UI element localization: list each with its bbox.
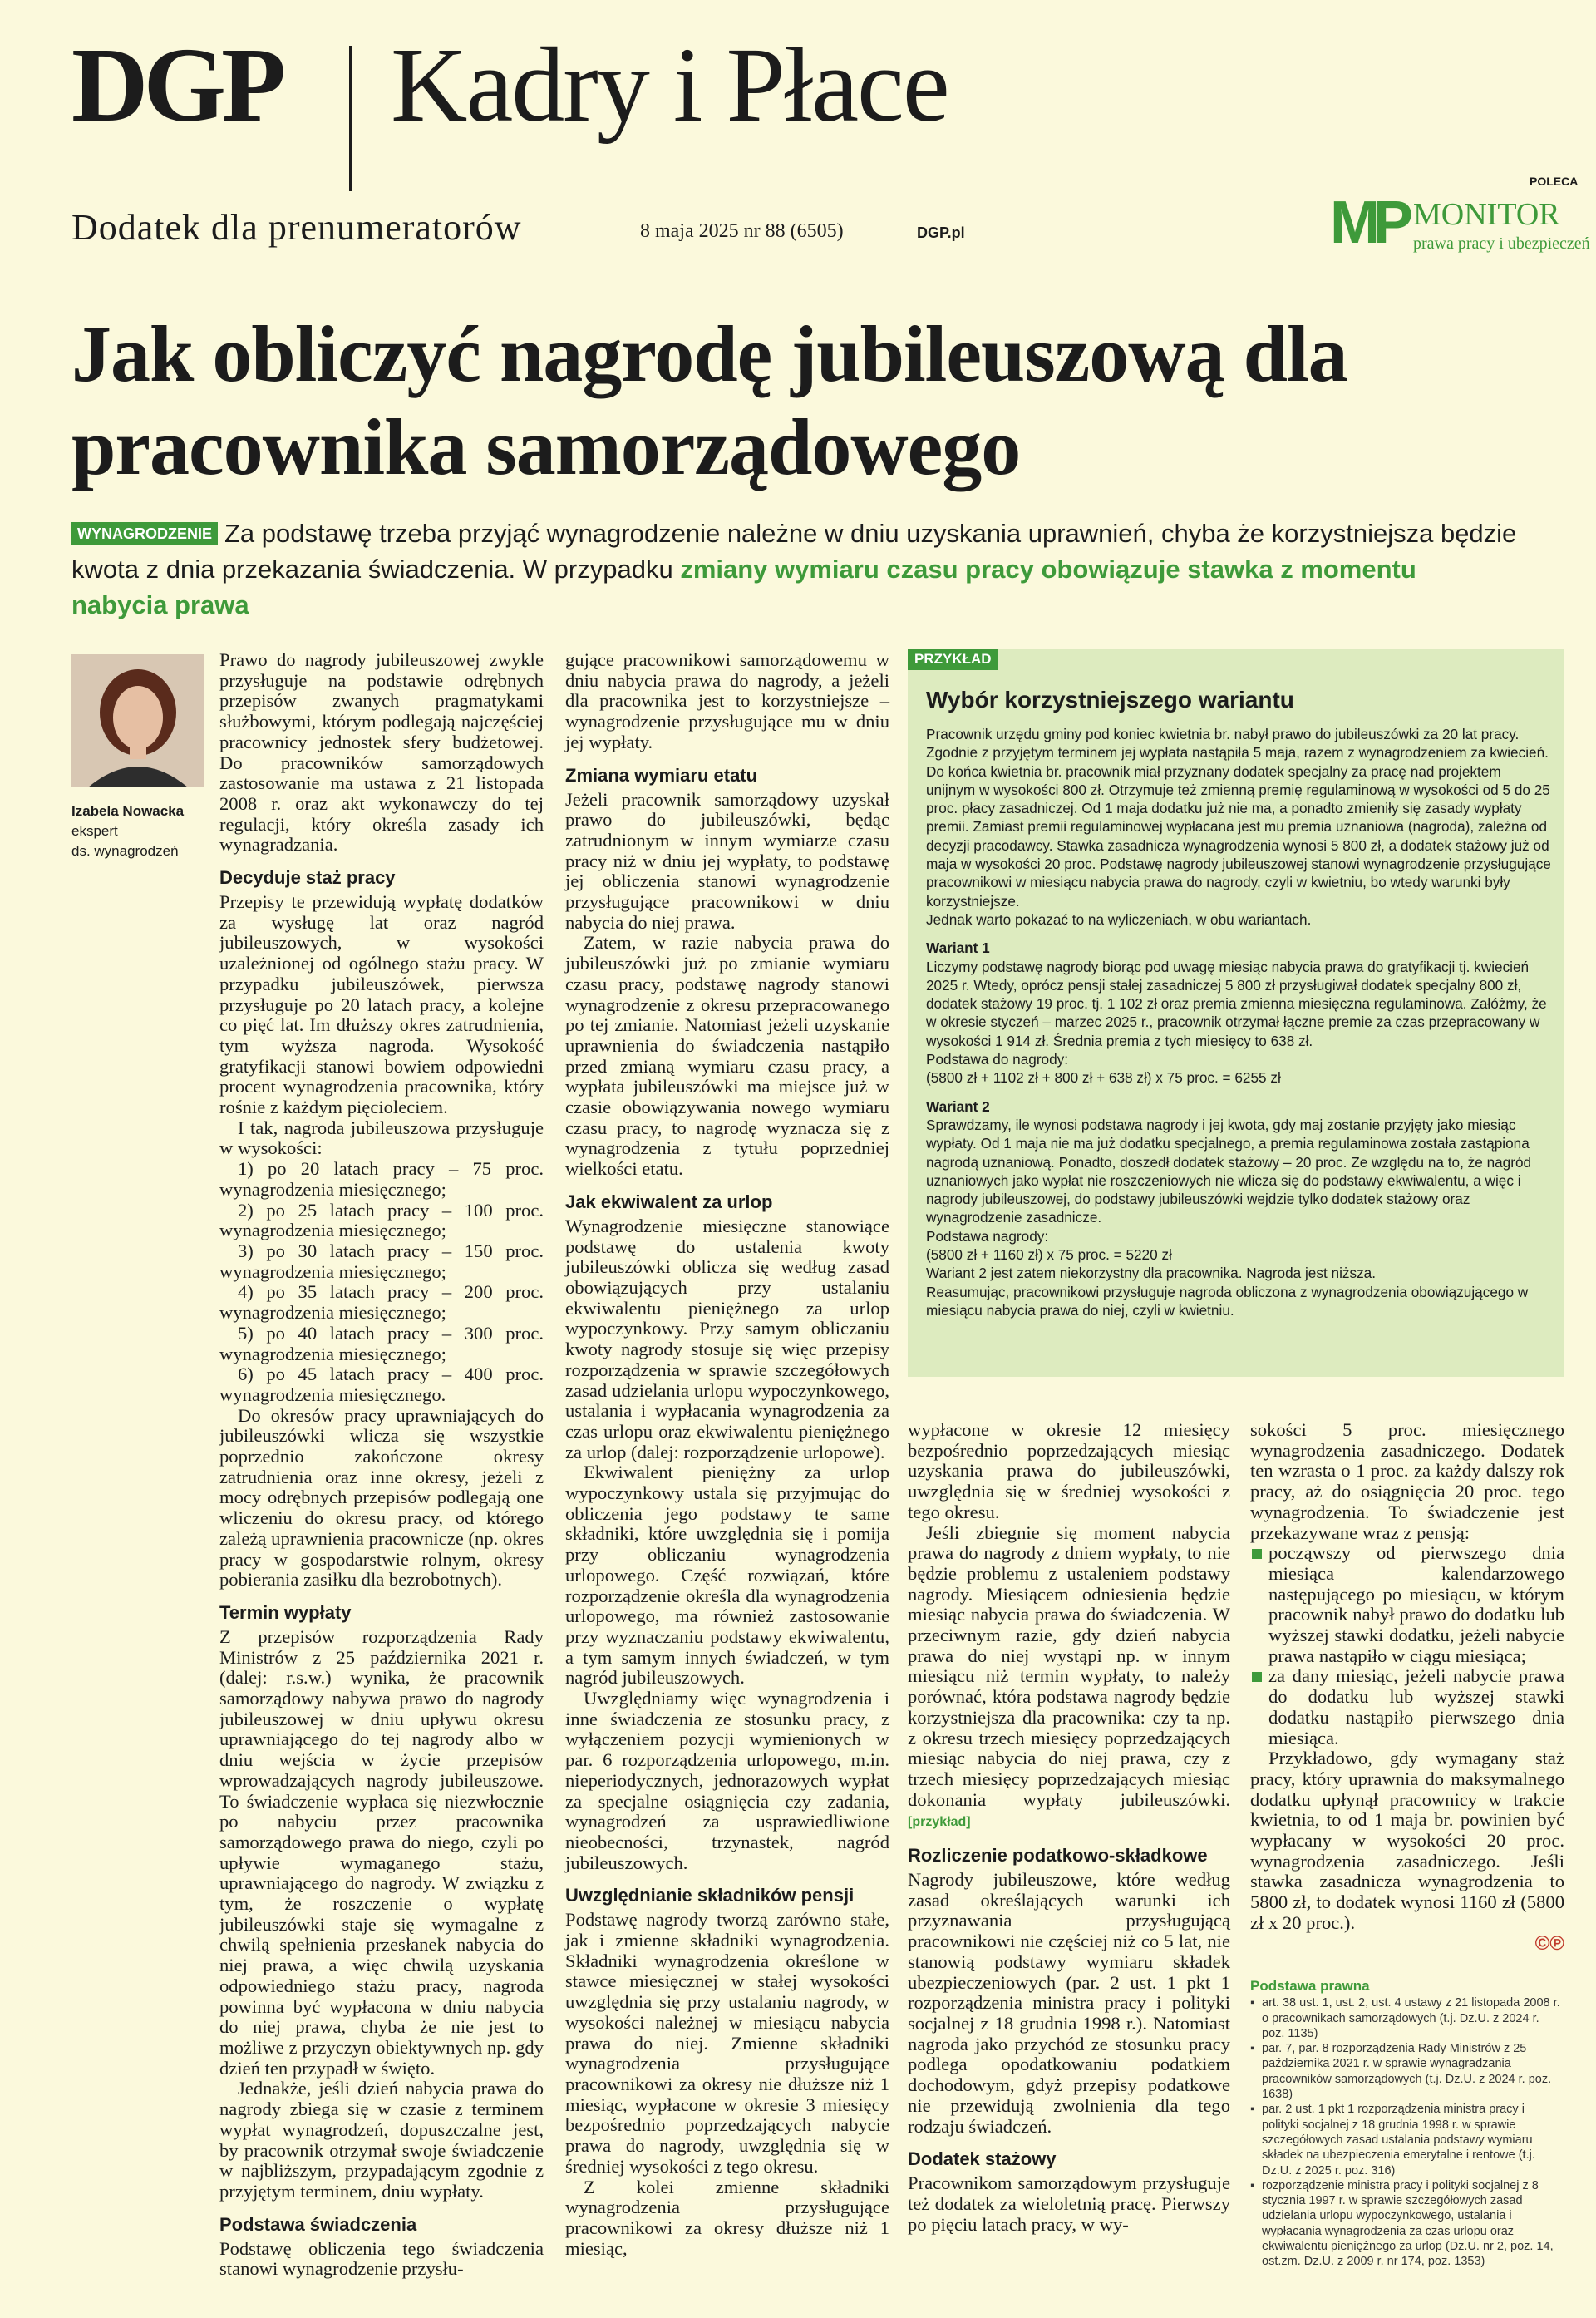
paragraph: Zatem, w razie nabycia prawa do jubileuszówki już po zmianie wymiaru czasu pracy, podstawę nagrody stanowi wynagrodzenie z okresu przepracowanego po tej zmianie. Natomiast jeżeli uzyskanie uprawnienia do świadczenia nastąpiło przed zmianą wymiaru czasu pracy, a wypłata jubileuszówki ma miejsce już w czasie obowiązywania nowego wymiaru czasu pracy, to nagrodę wyznacza się z wynagrodzenia z tytułu poprzedniej wielkości etatu.: [565, 932, 889, 1180]
paragraph: Jeżeli pracownik samorządowy uzyskał prawo do jubileuszówki, będąc zatrudnionym w innym wymiarze czasu pracy niż w dniu jej wypłaty, to podstawę jej obliczenia stanowi wynagrodzenie przysługujące pracownikowi w dniu nabycia do niej prawa.: [565, 788, 889, 933]
category-tag: WYNAGRODZENIE: [71, 522, 218, 545]
example-text: Liczymy podstawę nagrody biorąc pod uwagę miesiąc nabycia prawa do gratyfikacji tj. kwiecień 2025 r. Wtedy, oprócz pensji stałej zasadniczej 5 800 zł przysługiwał dodatek specjalny 800 zł, dodatek stażowy 19 proc. tj. 1 102 zł oraz premia zmienna miesięczna regulaminowa. Załóżmy, że w okresie styczeń – marzec 2025 r., pracownik otrzymał łączne premie za czas przepracowany w wysokości 1 914 zł. Średnia premia z tych miesięcy to 638 zł.: [926, 958, 1547, 1049]
variant-heading: Wariant 2: [926, 1097, 990, 1115]
example-text: Podstawa nagrody:: [926, 1227, 1049, 1245]
author-role: ds. wynagrodzeń: [71, 843, 179, 859]
subheading: Jak ekwiwalent za urlop: [565, 1191, 773, 1212]
subheading: Rozliczenie podatkowo-składkowe: [908, 1845, 1208, 1867]
legal-item: ▪ par. 7, par. 8 rozporządzenia Rady Ministrów z 25 października 2021 r. w sprawie wynagradzania pracowników samorządowych (t.j. Dz.U. z 2024 r. poz. 1638): [1250, 2041, 1564, 2102]
monitor-logo-icon: MP: [1330, 190, 1406, 256]
paragraph: Pracownikom samorządowym przysługuje też dodatek za wieloletnią pracę. Pierwszy po pięciu latach pracy, w wy-: [908, 2173, 1230, 2235]
list-item: 1) po 20 latach pracy – 75 proc. wynagrodzenia miesięcznego;: [219, 1158, 544, 1200]
list-item: 2) po 25 latach pracy – 100 proc. wynagrodzenia miesięcznego;: [219, 1199, 544, 1241]
paragraph: [908, 1523, 1230, 1834]
example-calc: (5800 zł + 1102 zł + 800 zł + 638 zł) x 75 proc. = 6255 zł: [926, 1069, 1281, 1087]
paragraph-text: Jeśli zbiegnie się moment nabycia prawa do nagrody z dniem wypłaty, to nie będzie problemu z ustaleniem podstawy nagrody. Miesiącem odniesienia będzie miesiąc nabycia prawa do świadczenia. W przeciwnym razie, gdy dzień nabycia prawa do niej wystąpi np. w innym miesiącu niż termin wypłaty, to należy porównać, która podstawa nagrody będzie korzystniejsza dla pracownika: czy ta np. z okresu trzech miesięcy poprzedzających miesiąc nabycia do niej prawa, czy z trzech miesięcy poprzedzających miesiąc dokonania wypłaty jubileuszówki.: [908, 1521, 1230, 1810]
paragraph: Ekwiwalent pieniężny za urlop wypoczynkowy ustala się przyjmując do obliczenia jego podstawy te same składniki, które uwzględnia się i pomija przy obliczaniu wynagrodzenia urlopowego. Część rozwiązań, które rozporządzenie określa dla wynagrodzenia urlopowego, ma również zastosowanie przy wyznaczaniu podstawy ekwiwalentu, a tym samym innych świadczeń, w tym nagród jubileuszowych.: [565, 1462, 889, 1689]
legal-basis-title: Podstawa prawna: [1250, 1978, 1370, 1994]
paragraph: Jednakże, jeśli dzień nabycia prawa do nagrody zbiega się w czasie z terminem wypłat wynagrodzeń, dopuszczalne jest, by pracownik otrzymał swoje świadczenie w najbliższym, przypadającym zgodnie z przyjętym terminem, dniu wypłaty.: [219, 2078, 544, 2202]
article-lead: [71, 515, 1518, 623]
column-1: [219, 650, 544, 2280]
subheading: Podstawa świadczenia: [219, 2213, 417, 2235]
example-text: Podstawa do nagrody:: [926, 1051, 1069, 1068]
list-item: 5) po 40 latach pracy – 300 proc. wynagrodzenia miesięcznego;: [219, 1322, 544, 1364]
example-summary: Reasumując, pracownikowi przysługuje nagroda obliczona z wynagrodzenia obowiązującego w miesiącu nabycia prawa do niej, czyli w kwietniu.: [926, 1283, 1529, 1319]
paragraph: Wynagrodzenie miesięczne stanowiące podstawę do ustalenia kwoty jubileuszówki oblicza się według zasad obowiązujących przy ustalaniu ekwiwalentu pieniężnego za urlop wypoczynkowy. Przy samym obliczaniu kwoty nagrody stosuje się więc przepisy rozporządzenia w sprawie szczegółowych zasad udzielania urlopu wypoczynkowego, ustalania i wypłacania wynagrodzenia za czas urlopu oraz ekwiwalentu pieniężnego za urlop (dalej: rozporządzenie urlopowe).: [565, 1215, 889, 1462]
paragraph: wypłacone w okresie 12 miesięcy bezpośrednio poprzedzających miesiąc uzyskania prawa do jubileuszówki, uwzględnia się w średniej wysokości z tego okresu.: [908, 1419, 1230, 1522]
list-item: 6) po 45 latach pracy – 400 proc. wynagrodzenia miesięcznego.: [219, 1364, 544, 1405]
bullet-item: począwszy od pierwszego dnia miesiąca kalendarzowego następującego po miesiącu, w którym pracownik nabył prawo do dodatku lub wyższej stawki dodatku, jeżeli nabycie prawa nastąpiło w ciągu miesiąca;: [1250, 1543, 1564, 1666]
list-item: 3) po 30 latach pracy – 150 proc. wynagrodzenia miesięcznego;: [219, 1240, 544, 1282]
paragraph: Prawo do nagrody jubileuszowej zwykle przysługuje na podstawie odrębnych przepisów zwanych pragmatykami służbowymi, którym podlegają najczęściej pracownicy jednostek sfery budżetowej. Do pracowników samorządowych zastosowanie ma ustawa z 21 listopada 2008 r. oraz akt wykonawczy do tej regulacji, który określa zasady ich wynagradzania.: [219, 649, 544, 856]
paragraph: Z przepisów rozporządzenia Rady Ministrów z 25 października 2021 r. (dalej: r.s.w.) wynika, że pracownik samorządowy nabywa prawo do nagrody jubileuszowej w dniu upływu okresu uprawniającego do tej nagrody albo w dniu wejścia w życie przepisów wprowadzających nagrody jubileuszowe. To świadczenie wypłaca się niezwłocznie po nabyciu przez pracownika samorządowego prawa do niego, czyli po upływie wymaganego stażu, uprawniającego do nagrody. W związku z tym, że roszczenie o wypłatę jubileuszówki staje się wymagalne z chwilą spełnienia przesłanek nabycia do niej prawa, a więc chwilą uzyskania odpowiedniego stażu pracy, nagroda powinna być wypłacona w dniu nabycia do niej prawa, chyba że nie jest to możliwe z przyczyn obiektywnych np. gdy dzień ten przypadł w święto.: [219, 1625, 544, 2079]
article-title: Jak obliczyć nagrodę jubileuszową dla pracownika samorządowego: [71, 309, 1347, 491]
subheading: Zmiana wymiaru etatu: [565, 764, 758, 786]
author-role: ekspert: [71, 823, 118, 839]
masthead-divider: [349, 46, 352, 191]
recommends-label: POLECA: [1530, 175, 1579, 188]
example-box: [908, 649, 1564, 1377]
subheading: Uwzględnianie składników pensji: [565, 1885, 855, 1906]
dgp-logo: DGP: [71, 26, 282, 144]
column-2: [565, 650, 889, 2259]
subheading: Dodatek stażowy: [908, 2148, 1057, 2170]
paragraph: Podstawę obliczenia tego świadczenia stanowi wynagrodzenie przysłu-: [219, 2237, 544, 2280]
example-body: [926, 725, 1551, 1319]
monitor-name: MONITOR: [1413, 197, 1560, 232]
issue-date: 8 maja 2025 nr 88 (6505): [640, 220, 844, 242]
example-text: Jednak warto pokazać to na wyliczeniach, w obu wariantach.: [926, 910, 1312, 928]
legal-item: ▪ par. 2 ust. 1 pkt 1 rozporządzenia ministra pracy i polityki socjalnej z 18 grudnia 1998 r. w sprawie szczegółowych zasad ustalania podstawy wymiaru składek na ubezpieczenia emerytalne i rentowe (t.j. Dz.U. z 2025 r. poz. 316): [1250, 2102, 1564, 2177]
paragraph: Z kolei zmienne składniki wynagrodzenia przysługujące pracownikowi za okresy dłuższe niż 1 miesiąc,: [565, 2176, 889, 2259]
example-text: Wariant 2 jest zatem niekorzystny dla pracownika. Nagroda jest niższa.: [926, 1265, 1377, 1282]
paragraph: Przykładowo, gdy wymagany staż pracy, który uprawnia do maksymalnego dodatku upłynął pracownicy w trakcie kwietnia, to od 1 maja br. powinien być wypłacany w wysokości 20 proc. wynagrodzenia zasadniczego. Jeśli stawka zasadnicza wynagrodzenia to 5800 zł, to dodatek wynosi 1160 zł (5800 zł x 20 proc.).: [1250, 1748, 1564, 1933]
example-calc: (5800 zł + 1160 zł) x 75 proc. = 5220 zł: [926, 1246, 1172, 1264]
paragraph: I tak, nagroda jubileuszowa przysługuje w wysokości:: [219, 1117, 544, 1159]
example-tag: PRZYKŁAD: [908, 649, 998, 670]
example-reference-link[interactable]: [przykład]: [908, 1815, 971, 1830]
paragraph: Uwzględniamy więc wynagrodzenia i inne świadczenia ze stosunku pracy, z wyłączeniem pozycji wymienionych w par. 6 rozporządzenia urlopowego, m.in. nieperiodycznych, jednorazowych wypłat za specjalne osiągnięcia czy zadania, wynagrodzeń za usprawiedliwione nieobecności, trzynastek, nagród jubileuszowych.: [565, 1688, 889, 1873]
paragraph: Do okresów pracy uprawniających do jubileuszówki wlicza się wszystkie poprzednio zakończone okresy zatrudnienia oraz inne okresy, jeżeli z mocy odrębnych przepisów podlegają one wliczeniu do okresu pracy, od którego zależą uprawnienia pracownicze (np. okres pracy w gospodarstwie rolnym, okresy pobierania zasiłku dla bezrobotnych).: [219, 1404, 544, 1591]
lead-text: Za podstawę trzeba przyjąć wynagrodzenie należne w dniu uzyskania uprawnień, chyba że korzystniejsza będzie kwota z dnia przekazania świadczenia. W przypadku: [71, 519, 1517, 584]
example-text: Pracownik urzędu gminy pod koniec kwietnia br. nabył prawo do jubileuszówki za 20 lat pracy. Zgodnie z przyjętym terminem jej wypłata nastąpiła 5 maja, razem z wynagrodzeniem za kwiecień. Do końca kwietnia br. pracownik miał przyznany dodatek specjalny za pracę nad projektem unijnym w wysokości 800 zł. Otrzymuje też zmienną premię regulaminową w wysokości od 5 do 25 proc. płacy zasadniczej. Od 1 maja dodatku już nie ma, a ponadto zmieniły się zasady wypłaty premii. Zamiast premii regulaminowej wypłacana jest mu premia uznaniowa (nagroda), zależna od decyzji pracodawcy. Stawka zasadnicza wynagrodzenia wynosi 5 800 zł, a dodatek stażowy już od maja w wysokości 20 proc. Podstawę nagrody jubileuszowej stanowi wynagrodzenie przysługujące pracownikowi w miesiącu nabycia prawa do nagrody, czyli w kwietniu, bo wtedy warunki były korzystniejsze.: [926, 726, 1551, 910]
author-photo: [71, 654, 204, 787]
legal-item: ▪ art. 38 ust. 1, ust. 2, ust. 4 ustawy z 21 listopada 2008 r. o pracownikach samorządowych (t.j. Dz.U. z 2024 r. poz. 1135): [1250, 1995, 1564, 2041]
example-text: Sprawdzamy, ile wynosi podstawa nagrody i jej kwota, gdy maj zostanie przyjęty jako miesiąc wypłaty. Od 1 maja nie ma już dodatku specjalnego, a premia regulaminowa została zastąpiona nagrodą uznaniową. Ponadto, doszedł dodatek stażowy – 20 proc. Ze względu na to, że nagród uznaniowych jako wypłat nie roszczeniowych nie wlicza się do podstawy ekwiwalentu, a więc i nagrody jubileuszowej, do podstawy jubileuszówki wejdzie tylko dodatek stażowy oraz wynagrodzenie zasadnicze.: [926, 1116, 1532, 1226]
legal-item: ▪ rozporządzenie ministra pracy i polityki socjalnej z 8 stycznia 1997 r. w sprawie szczegółowych zasad udzielania urlopu wypoczynkowego, ustalania i wypłacania wynagrodzenia za czas urlopu oraz ekwiwalentu pieniężnego za urlop (Dz.U. nr 2, poz. 14, ost.zm. Dz.U. z 2009 r. nr 174, poz. 1353): [1250, 2178, 1564, 2270]
paragraph: gujące pracownikowi samorządowemu w dniu nabycia prawa do nagrody, a jeżeli dla pracownika jest to korzystniejsze – wynagrodzenie przysługujące mu w dniu jej wypłaty.: [565, 649, 889, 752]
section-title: Kadry i Płace: [391, 26, 948, 144]
paragraph: Nagrody jubileuszowe, które według zasad określających warunki ich przyznawania przysługującą pracownikowi nie częściej niż co 5 lat, nie stanowią podstawy wymiaru składek ubezpieczeniowych (par. 2 ust. 1 pkt 1 rozporządzenia ministra pracy i polityki socjalnej z 18 grudnia 1998 r.). Natomiast nagroda jako przychód ze stosunku pracy podlega opodatkowaniu podatkiem dochodowym, gdyż przepisy podatkowe nie przewidują zwolnienia dla tego rodzaju świadczeń.: [908, 1869, 1230, 2137]
author-name: Izabela Nowacka: [71, 803, 185, 819]
subheading: Termin wypłaty: [219, 1601, 352, 1623]
column-3: [908, 1420, 1230, 2235]
author-box: [71, 801, 204, 861]
lead-highlight: zmiany wymiaru czasu pracy obowiązuje stawka z momentu nabycia prawa: [71, 555, 1416, 619]
paragraph: Przepisy te przewidują wypłatę dodatków za wysługę lat oraz nagród jubileuszowych, w wysokości uzależnionej od ogólnego stażu pracy. W przypadku jubileuszówek, pierwsza przysługuje po 20 latach pracy, a kolejne co pięć lat. Im dłuższy okres zatrudnienia, tym wyższa nagroda. Wysokość gratyfikacji stanowi bowiem odpowiedni procent wynagrodzenia pracownika, który rośnie z każdym pięcioleciem.: [219, 891, 544, 1118]
legal-basis: [1250, 1979, 1564, 2270]
list-item: 4) po 35 latach pracy – 200 proc. wynagrodzenia miesięcznego;: [219, 1281, 544, 1324]
bullet-item: za dany miesiąc, jeżeli nabycie prawa do dodatku lub wyższej stawki dodatku nastąpiło pierwszego dnia miesiąca.: [1250, 1666, 1564, 1748]
variant-heading: Wariant 1: [926, 940, 990, 957]
author-portrait-icon: [71, 654, 204, 787]
supplement-subtitle: Dodatek dla prenumeratorów: [71, 207, 522, 248]
monitor-subtitle: prawa pracy i ubezpieczeń: [1413, 234, 1590, 253]
example-title: Wybór korzystniejszego wariantu: [926, 687, 1294, 713]
paragraph: sokości 5 proc. miesięcznego wynagrodzenia zasadniczego. Dodatek ten wzrasta o 1 proc. za każdy dalszy rok pracy, aż do osiągnięcia 20 proc. tego wynagrodzenia. To świadczenie jest przekazywane wraz z pensją:: [1250, 1419, 1564, 1543]
copyright-mark: ©℗: [1534, 1931, 1564, 1955]
subheading: Decyduje staż pracy: [219, 867, 396, 889]
site-link[interactable]: DGP.pl: [917, 224, 965, 241]
column-4: [1250, 1420, 1564, 1954]
paragraph: Podstawę nagrody tworzą zarówno stałe, jak i zmienne składniki wynagrodzenia. Składniki wynagrodzenia określone w stawce miesięcznej w stałej wysokości uwzględnia się przy ustalaniu nagrody, w wysokości należnej w miesiącu nabycia prawa do niej. Zmienne składniki wynagrodzenia przysługujące pracownikowi za okresy nie dłuższe niż 1 miesiąc, wypłacone w okresie 3 miesięcy bezpośrednio poprzedzających nabycie prawa do nagrody, uwzględnia się w średniej wysokości z tego okresu.: [565, 1909, 889, 2177]
